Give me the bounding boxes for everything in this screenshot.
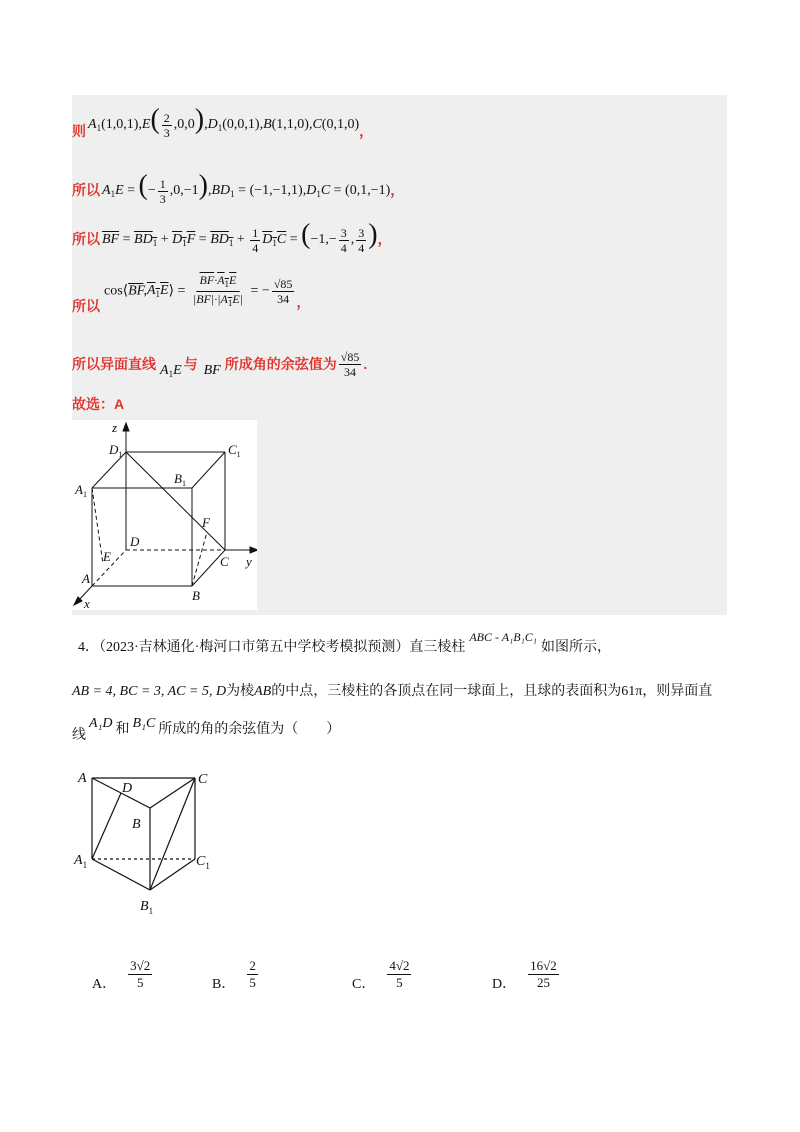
choice-b[interactable]: B． $\frac{2}{5}$: [212, 957, 256, 992]
svg-text:D1: $D_1$: [109, 442, 123, 459]
svg-text:C: C: [220, 554, 229, 569]
choice-d[interactable]: D． $\frac{16√2}{25}$: [492, 957, 557, 992]
cube-diagram: [72, 420, 257, 610]
svg-text:x: x: [84, 596, 90, 610]
svg-text:B1: $B_1$: [140, 899, 154, 916]
svg-text:B: B: [132, 817, 141, 832]
question-4-line-3: 线A₁D 和 B₁C 所成的角的余弦值为（ ）: [72, 716, 341, 743]
choice-a[interactable]: A． $\frac{3√2}{5}$: [92, 957, 151, 992]
svg-text:F: F: [202, 515, 210, 530]
choice-c[interactable]: C． $\frac{4√2}{5}$: [352, 957, 410, 992]
svg-text:C1: $C_1$: [196, 854, 210, 871]
svg-text:D: D: [122, 781, 133, 796]
solution-line-3: 所以 $\overline{BF} = BD_1 + D_1F = BD_1$ + $\frac{1}{4}$ $D_1C = (-1,-$ $\frac{3}{4}$ , $\frac{3}{4}$ ) ，: [72, 219, 392, 255]
svg-text:A: A: [82, 571, 90, 586]
svg-text:C1: $C_1$: [228, 442, 241, 459]
vectors: $A_1E$ = (− $\frac{1}{3}$ $,0,-1),BD_1 = (-1,-1,1),D_1C = (0,1,-1)$: [102, 170, 391, 206]
svg-text:B1: $B_1$: [174, 471, 186, 488]
svg-text:A1: $A_1$: [75, 482, 87, 499]
coordinates: $A_1(1,0,1),E$( $\frac{2}{3}$ $,0,0),D_1(0,0,1),B(1,1,0),C(0,1,0)$: [88, 104, 360, 140]
answer-line: 故选：A: [72, 396, 125, 412]
question-4-line-2: AB = 4, BC = 3, AC = 5, D为棱AB的中点，三棱柱的各顶点在同一球面上，且球的表面积为61π，则异面直: [72, 684, 713, 699]
prism-diagram: [70, 765, 230, 925]
cosine-formula: $\cos⟨\overline{BF},A_1E⟩$ = $\frac{\overline{BF}\cdot A_1E}{|\overline{BF}|\cdot|A_1E|}$ = − $\frac{√85}{34}$: [104, 272, 293, 308]
question-4-line-1: 4．（2023·吉林通化·梅河口市第五中学校考模拟预测）直三棱柱ABC - A₁B₁C₁如图所示，: [78, 630, 611, 655]
solution-line-2: 所以 $A_1E$ = (− $\frac{1}{3}$ $,0,-1),BD_1 = (-1,-1,1),D_1C = (0,1,-1)$ ，: [72, 170, 405, 206]
svg-text:E: E: [103, 549, 111, 564]
svg-text:D: D: [130, 534, 140, 549]
solution-line-1: 则 $A_1(1,0,1),E$( $\frac{2}{3}$ $,0,0),D_1(0,0,1),B(1,1,0),C(0,1,0)$ ，: [72, 104, 374, 140]
svg-text:A: A: [78, 771, 87, 786]
solution-line-4: 所以 $\cos⟨\overline{BF},A_1E⟩$ = $\frac{\overline{BF}\cdot A_1E}{|\overline{BF}|\cdot|A_1E|}$ = − $\frac{√85}{34}$ ，: [72, 272, 311, 314]
svg-text:z: z: [112, 420, 118, 435]
svg-text:C: C: [198, 772, 208, 787]
solution-line-5: 所以异面直线 $A_1E$ 与 BF 所成角的余弦值为 $\frac{√85}{34}$ .: [72, 349, 368, 379]
svg-text:y: y: [246, 554, 252, 569]
svg-text:A1: $A_1$: [74, 853, 88, 870]
svg-text:B: B: [192, 588, 200, 603]
bf-vector: $\overline{BF} = BD_1 + D_1F = BD_1$ + $\frac{1}{4}$ $D_1C = (-1,-$ $\frac{3}{4}$ , $\frac{3}{4}$ ): [102, 219, 378, 255]
